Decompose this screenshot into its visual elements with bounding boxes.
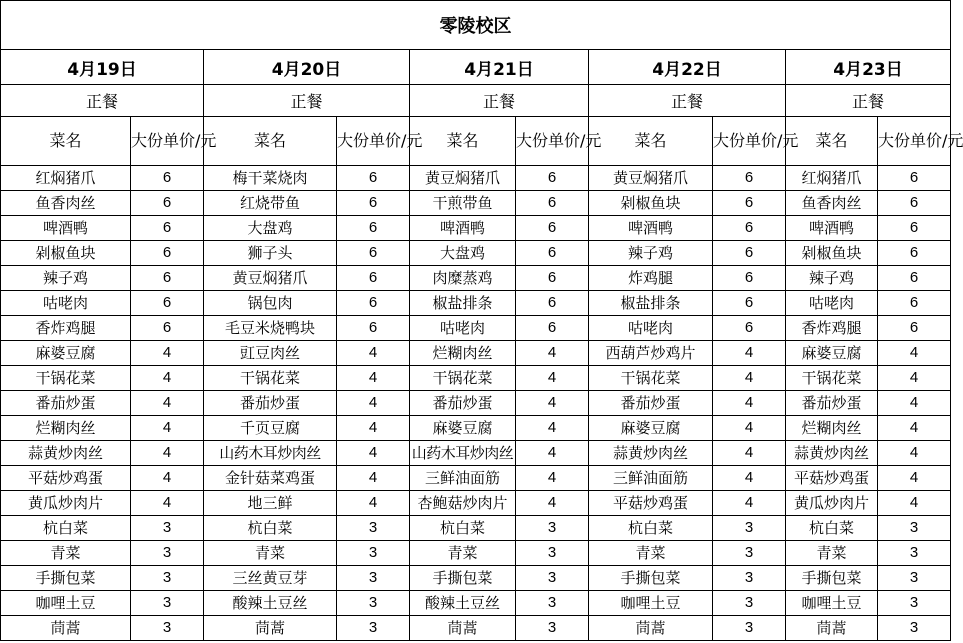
dish-name: 锅包肉 (204, 291, 337, 316)
dish-name: 麻婆豆腐 (1, 341, 131, 366)
dish-name: 手撕包菜 (589, 566, 713, 591)
dish-price: 6 (516, 291, 589, 316)
campus-title: 零陵校区 (1, 1, 951, 50)
date-header: 4月20日 (204, 50, 410, 85)
price-header: 大份单价/元 (131, 117, 204, 166)
dish-price: 6 (131, 166, 204, 191)
dish-price: 6 (337, 291, 410, 316)
dish-name: 黄豆焖猪爪 (204, 266, 337, 291)
dish-name: 山药木耳炒肉丝 (410, 441, 516, 466)
dish-name-header: 菜名 (589, 117, 713, 166)
dish-name: 酸辣土豆丝 (410, 591, 516, 616)
dish-name: 手撕包菜 (786, 566, 878, 591)
dish-name: 蒜黄炒肉丝 (786, 441, 878, 466)
dish-name: 咕咾肉 (1, 291, 131, 316)
dish-price: 4 (713, 391, 786, 416)
table-row (1, 516, 951, 541)
dish-price: 6 (131, 241, 204, 266)
dish-name: 烂糊肉丝 (410, 341, 516, 366)
dish-price: 3 (337, 591, 410, 616)
dish-name: 杭白菜 (204, 516, 337, 541)
dish-name: 咕咾肉 (589, 316, 713, 341)
dish-name: 茼蒿 (786, 616, 878, 641)
table-row (1, 366, 951, 391)
dish-price: 4 (516, 391, 589, 416)
date-header: 4月21日 (410, 50, 589, 85)
dish-name: 茼蒿 (589, 616, 713, 641)
table-row (1, 591, 951, 616)
dish-price: 3 (516, 566, 589, 591)
dish-price: 6 (131, 316, 204, 341)
dish-name: 剁椒鱼块 (589, 191, 713, 216)
price-header: 大份单价/元 (337, 117, 410, 166)
dish-name: 三鲜油面筋 (589, 466, 713, 491)
dish-price: 3 (713, 516, 786, 541)
dish-name: 平菇炒鸡蛋 (589, 491, 713, 516)
dish-price: 4 (131, 441, 204, 466)
dish-name: 辣子鸡 (589, 241, 713, 266)
dish-name: 啤酒鸭 (786, 216, 878, 241)
dish-name: 大盘鸡 (410, 241, 516, 266)
dish-price: 3 (337, 616, 410, 641)
dish-price: 6 (713, 241, 786, 266)
dish-name: 鱼香肉丝 (1, 191, 131, 216)
dish-name: 红焖猪爪 (786, 166, 878, 191)
dish-name: 椒盐排条 (589, 291, 713, 316)
dish-price: 3 (878, 616, 951, 641)
dish-name: 炸鸡腿 (589, 266, 713, 291)
dish-name: 杭白菜 (410, 516, 516, 541)
dish-name: 剁椒鱼块 (786, 241, 878, 266)
meal-type: 正餐 (1, 85, 204, 117)
table-row (1, 266, 951, 291)
dish-price: 6 (713, 191, 786, 216)
dish-price: 6 (878, 166, 951, 191)
dish-price: 3 (131, 566, 204, 591)
dish-name: 干锅花菜 (786, 366, 878, 391)
dish-name: 烂糊肉丝 (1, 416, 131, 441)
dish-name: 咖哩土豆 (589, 591, 713, 616)
dish-price: 6 (131, 266, 204, 291)
dish-name: 茼蒿 (410, 616, 516, 641)
meal-type: 正餐 (410, 85, 589, 117)
dish-price: 4 (878, 366, 951, 391)
dish-name: 蒜黄炒肉丝 (1, 441, 131, 466)
dish-price: 6 (337, 266, 410, 291)
dish-name: 黄瓜炒肉片 (1, 491, 131, 516)
dish-name: 杏鲍菇炒肉片 (410, 491, 516, 516)
dish-name: 麻婆豆腐 (410, 416, 516, 441)
dish-name: 红烧带鱼 (204, 191, 337, 216)
dish-price: 3 (516, 616, 589, 641)
dish-name: 干锅花菜 (410, 366, 516, 391)
dish-price: 3 (878, 516, 951, 541)
dish-price: 6 (516, 316, 589, 341)
dish-price: 3 (878, 591, 951, 616)
dish-price: 4 (131, 341, 204, 366)
date-header: 4月19日 (1, 50, 204, 85)
dish-price: 4 (713, 441, 786, 466)
dish-name: 烂糊肉丝 (786, 416, 878, 441)
table-row (1, 191, 951, 216)
table-row (1, 616, 951, 641)
dish-name: 青菜 (410, 541, 516, 566)
table-row (1, 416, 951, 441)
dish-name: 黄瓜炒肉片 (786, 491, 878, 516)
dish-price: 3 (516, 541, 589, 566)
dish-price: 4 (516, 416, 589, 441)
dish-name: 香炸鸡腿 (786, 316, 878, 341)
dish-price: 4 (516, 366, 589, 391)
dish-price: 3 (713, 566, 786, 591)
dish-name: 山药木耳炒肉丝 (204, 441, 337, 466)
dish-name: 梅干菜烧肉 (204, 166, 337, 191)
dish-name: 麻婆豆腐 (589, 416, 713, 441)
dish-price: 6 (131, 291, 204, 316)
price-header: 大份单价/元 (878, 117, 951, 166)
table-row (1, 466, 951, 491)
dish-price: 6 (516, 266, 589, 291)
dish-price: 3 (131, 541, 204, 566)
dish-price: 6 (337, 316, 410, 341)
dish-name: 青菜 (1, 541, 131, 566)
dish-name: 香炸鸡腿 (1, 316, 131, 341)
column-header-row (1, 117, 951, 166)
dish-name: 狮子头 (204, 241, 337, 266)
dish-price: 3 (516, 591, 589, 616)
dish-price: 6 (337, 241, 410, 266)
dish-price: 6 (337, 166, 410, 191)
dish-name: 杭白菜 (589, 516, 713, 541)
dish-name: 茼蒿 (1, 616, 131, 641)
dish-name: 咖哩土豆 (786, 591, 878, 616)
dish-price: 4 (878, 391, 951, 416)
dish-name: 三鲜油面筋 (410, 466, 516, 491)
dish-name: 三丝黄豆芽 (204, 566, 337, 591)
dish-name: 平菇炒鸡蛋 (1, 466, 131, 491)
dish-name: 手撕包菜 (1, 566, 131, 591)
dish-price: 4 (131, 366, 204, 391)
meal-row (1, 85, 951, 117)
dish-price: 4 (337, 441, 410, 466)
date-header: 4月23日 (786, 50, 951, 85)
dish-price: 3 (337, 516, 410, 541)
dish-name: 辣子鸡 (786, 266, 878, 291)
dish-price: 4 (516, 341, 589, 366)
dish-name: 千页豆腐 (204, 416, 337, 441)
dish-name: 青菜 (589, 541, 713, 566)
dish-name: 干锅花菜 (204, 366, 337, 391)
dish-price: 6 (337, 191, 410, 216)
dish-price: 6 (713, 216, 786, 241)
dish-price: 4 (878, 466, 951, 491)
dish-price: 4 (337, 341, 410, 366)
dish-name: 干煎带鱼 (410, 191, 516, 216)
dish-price: 4 (516, 466, 589, 491)
dish-name: 咖哩土豆 (1, 591, 131, 616)
dish-price: 6 (713, 316, 786, 341)
dish-price: 6 (878, 291, 951, 316)
dish-price: 6 (878, 266, 951, 291)
dish-price: 6 (516, 191, 589, 216)
dish-name-header: 菜名 (786, 117, 878, 166)
price-header: 大份单价/元 (516, 117, 589, 166)
table-row (1, 316, 951, 341)
dish-price: 3 (713, 541, 786, 566)
dish-price: 6 (516, 166, 589, 191)
dish-name: 平菇炒鸡蛋 (786, 466, 878, 491)
dish-price: 3 (131, 516, 204, 541)
dish-name: 豇豆肉丝 (204, 341, 337, 366)
table-row (1, 566, 951, 591)
dish-price: 4 (516, 441, 589, 466)
dish-name: 金针菇菜鸡蛋 (204, 466, 337, 491)
table-row (1, 391, 951, 416)
dish-name: 黄豆焖猪爪 (410, 166, 516, 191)
dish-price: 3 (337, 541, 410, 566)
meal-type: 正餐 (589, 85, 786, 117)
dish-name-header: 菜名 (410, 117, 516, 166)
dish-price: 4 (131, 416, 204, 441)
meal-type: 正餐 (204, 85, 410, 117)
dish-price: 6 (878, 191, 951, 216)
dish-price: 6 (713, 291, 786, 316)
dish-name: 剁椒鱼块 (1, 241, 131, 266)
dish-name: 手撕包菜 (410, 566, 516, 591)
dish-price: 6 (878, 316, 951, 341)
dish-price: 3 (337, 566, 410, 591)
dish-price: 6 (337, 216, 410, 241)
dish-price: 4 (878, 491, 951, 516)
table-row (1, 341, 951, 366)
dish-price: 4 (131, 466, 204, 491)
dish-price: 3 (878, 566, 951, 591)
dish-name: 青菜 (786, 541, 878, 566)
table-row (1, 216, 951, 241)
date-header: 4月22日 (589, 50, 786, 85)
meal-type: 正餐 (786, 85, 951, 117)
dish-name: 西葫芦炒鸡片 (589, 341, 713, 366)
dish-name: 咕咾肉 (410, 316, 516, 341)
dish-price: 4 (516, 491, 589, 516)
table-row (1, 241, 951, 266)
dish-price: 4 (713, 466, 786, 491)
dish-name: 茼蒿 (204, 616, 337, 641)
dish-name: 蒜黄炒肉丝 (589, 441, 713, 466)
dish-price: 4 (337, 366, 410, 391)
dish-price: 6 (878, 216, 951, 241)
dish-price: 6 (131, 216, 204, 241)
table-row (1, 541, 951, 566)
dish-name: 番茄炒蛋 (589, 391, 713, 416)
table-row (1, 491, 951, 516)
dish-price: 3 (131, 616, 204, 641)
dish-name: 啤酒鸭 (410, 216, 516, 241)
dish-name: 地三鲜 (204, 491, 337, 516)
dish-price: 4 (337, 466, 410, 491)
dish-price: 4 (713, 366, 786, 391)
dish-price: 4 (337, 391, 410, 416)
dish-price: 4 (131, 391, 204, 416)
price-header: 大份单价/元 (713, 117, 786, 166)
dish-price: 4 (337, 416, 410, 441)
dish-price: 3 (878, 541, 951, 566)
dish-name: 啤酒鸭 (1, 216, 131, 241)
table-row (1, 441, 951, 466)
dish-name: 椒盐排条 (410, 291, 516, 316)
dish-price: 6 (713, 166, 786, 191)
dish-price: 4 (337, 491, 410, 516)
dish-price: 6 (878, 241, 951, 266)
dish-name: 青菜 (204, 541, 337, 566)
dish-name: 辣子鸡 (1, 266, 131, 291)
menu-body (1, 1, 963, 641)
table-row (1, 291, 951, 316)
dish-price: 4 (878, 441, 951, 466)
dish-price: 3 (516, 516, 589, 541)
dish-name: 番茄炒蛋 (204, 391, 337, 416)
table-row (1, 166, 951, 191)
dish-name: 大盘鸡 (204, 216, 337, 241)
dish-name: 肉糜蒸鸡 (410, 266, 516, 291)
dish-name: 干锅花菜 (1, 366, 131, 391)
dish-name: 番茄炒蛋 (786, 391, 878, 416)
dish-name: 杭白菜 (1, 516, 131, 541)
dish-name-header: 菜名 (204, 117, 337, 166)
dish-name-header: 菜名 (1, 117, 131, 166)
dish-price: 4 (878, 341, 951, 366)
dish-name: 毛豆米烧鸭块 (204, 316, 337, 341)
dish-name: 红焖猪爪 (1, 166, 131, 191)
dish-name: 番茄炒蛋 (1, 391, 131, 416)
dish-price: 3 (713, 616, 786, 641)
dish-price: 6 (516, 216, 589, 241)
dish-name: 干锅花菜 (589, 366, 713, 391)
dish-name: 黄豆焖猪爪 (589, 166, 713, 191)
dish-name: 麻婆豆腐 (786, 341, 878, 366)
dish-price: 3 (131, 591, 204, 616)
dish-name: 杭白菜 (786, 516, 878, 541)
dish-name: 咕咾肉 (786, 291, 878, 316)
dish-price: 6 (131, 191, 204, 216)
dish-name: 鱼香肉丝 (786, 191, 878, 216)
date-row (1, 50, 951, 85)
dish-price: 4 (131, 491, 204, 516)
dish-name: 啤酒鸭 (589, 216, 713, 241)
dish-price: 4 (713, 491, 786, 516)
dish-price: 4 (713, 341, 786, 366)
dish-name: 酸辣土豆丝 (204, 591, 337, 616)
dish-price: 6 (713, 266, 786, 291)
title-row (1, 1, 951, 50)
dish-name: 番茄炒蛋 (410, 391, 516, 416)
dish-price: 4 (713, 416, 786, 441)
dish-price: 4 (878, 416, 951, 441)
dish-price: 3 (713, 591, 786, 616)
dish-price: 6 (516, 241, 589, 266)
